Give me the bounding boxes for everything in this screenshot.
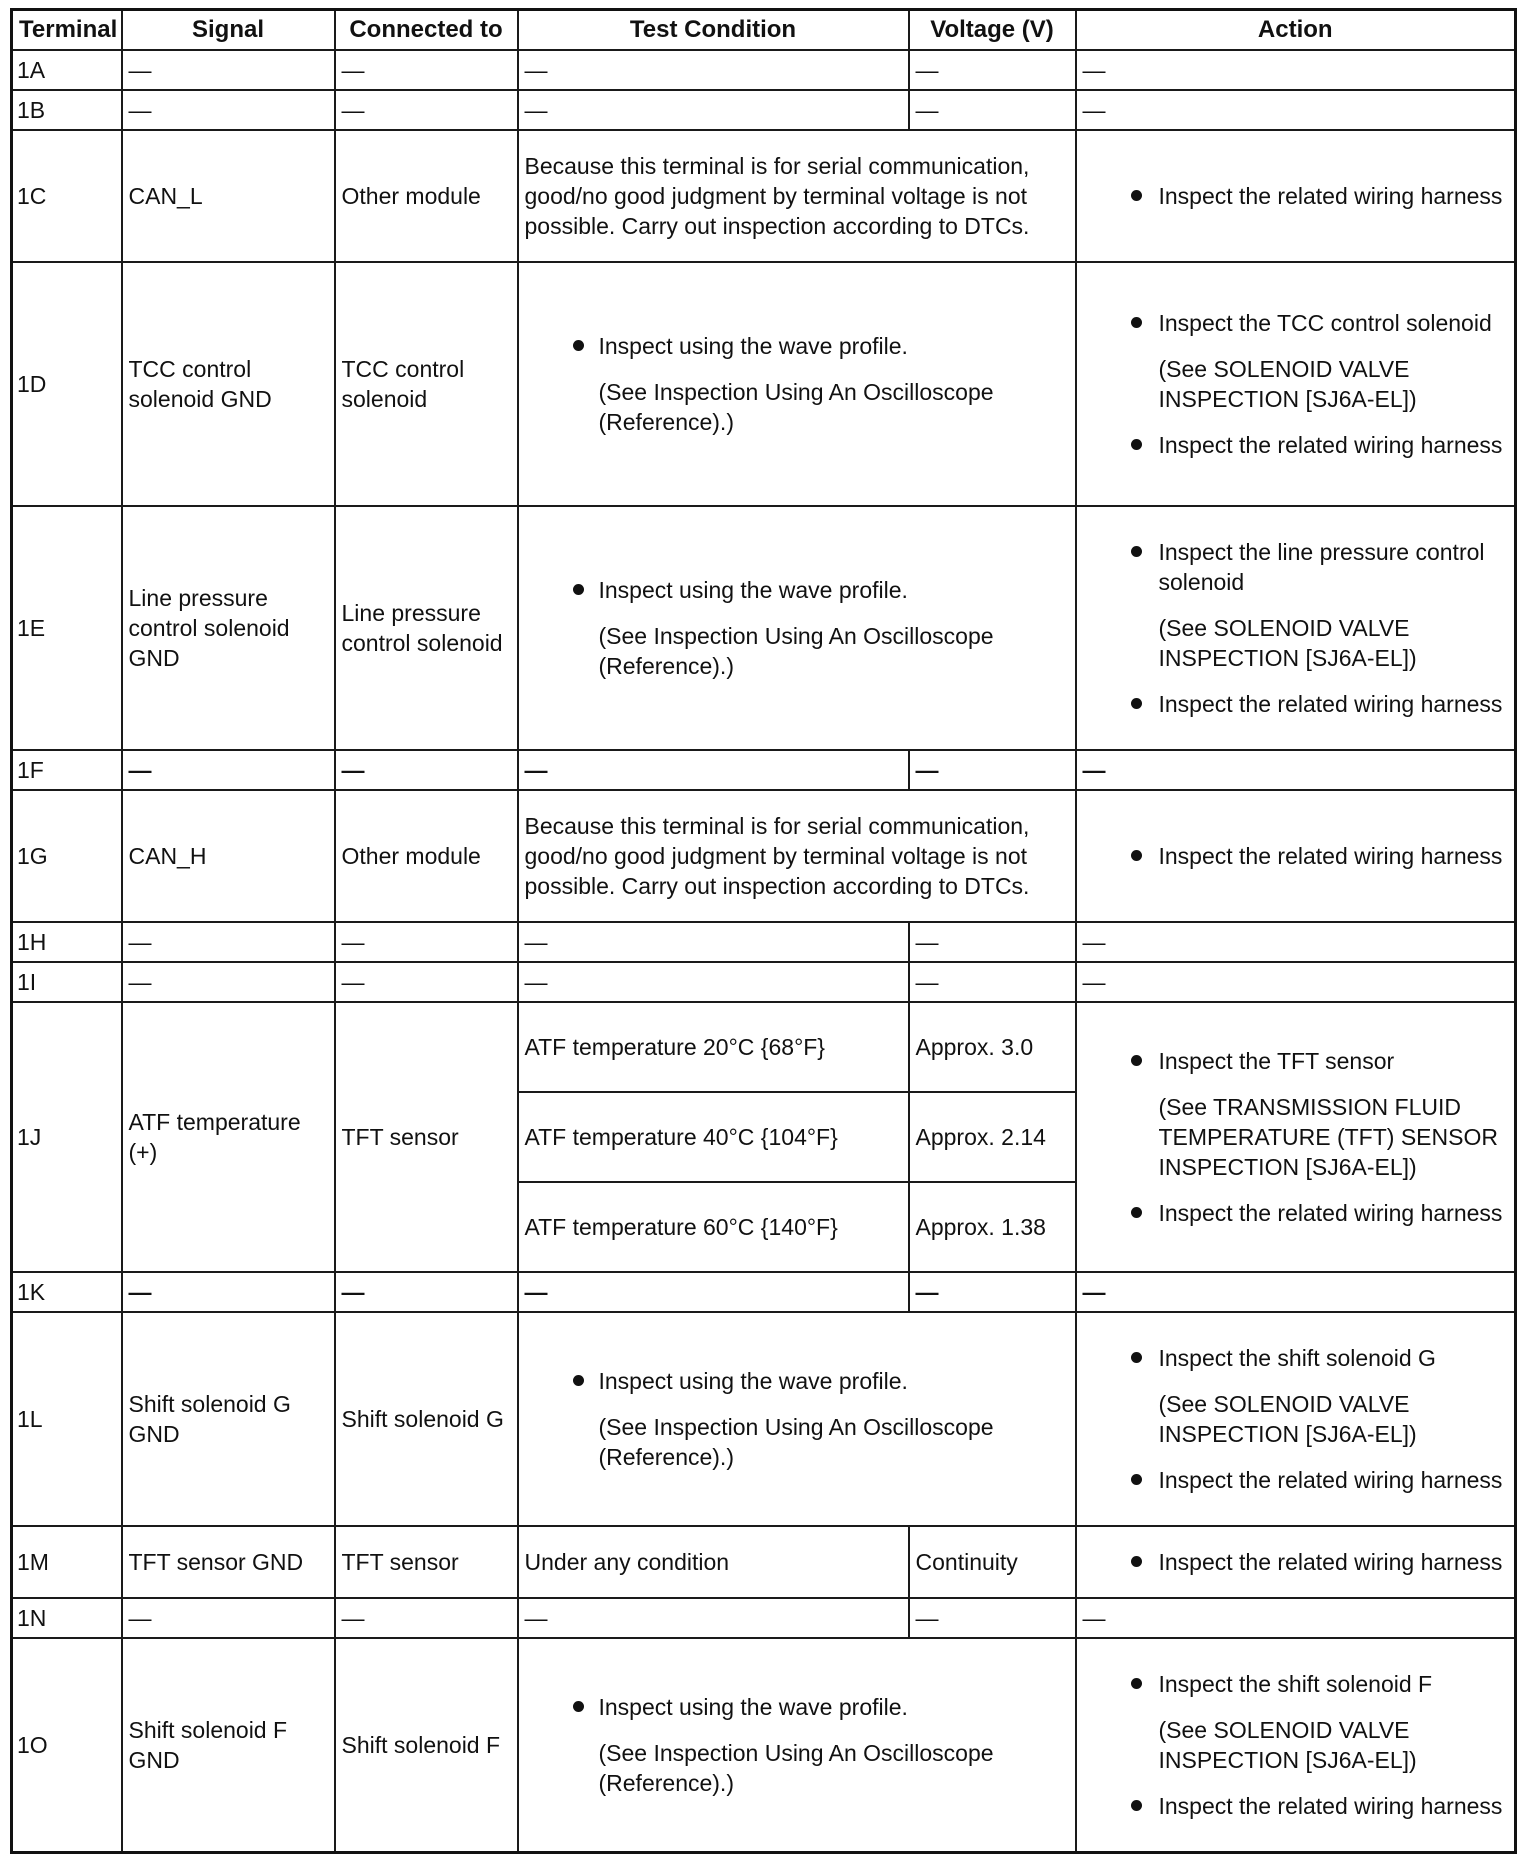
signal-cell: — bbox=[122, 962, 335, 1002]
action-item: Inspect the related wiring harness bbox=[1083, 1198, 1509, 1228]
signal-cell: Shift solenoid F GND bbox=[122, 1638, 335, 1852]
test-cell: Because this terminal is for serial communication, good/no good judgment by terminal voltage is not possible. Carry out inspection according to DTCs. bbox=[518, 130, 1076, 262]
signal-cell: — bbox=[122, 1598, 335, 1638]
test-cell bbox=[518, 506, 1076, 750]
voltage-cell: — bbox=[909, 750, 1076, 790]
test-cell: — bbox=[518, 90, 909, 130]
action-cell bbox=[1076, 1638, 1516, 1852]
test-cell bbox=[518, 1638, 1076, 1852]
connected-cell: — bbox=[335, 50, 518, 90]
action-item: Inspect the related wiring harness bbox=[1083, 1465, 1509, 1495]
action-item: Inspect the related wiring harness bbox=[1083, 1791, 1509, 1821]
table-row bbox=[12, 1638, 1516, 1852]
terminal-cell: 1H bbox=[12, 922, 122, 962]
action-cell bbox=[1076, 1312, 1516, 1526]
signal-cell: CAN_L bbox=[122, 130, 335, 262]
voltage-cell: — bbox=[909, 962, 1076, 1002]
terminal-cell: 1E bbox=[12, 506, 122, 750]
header-test-condition: Test Condition bbox=[518, 10, 909, 51]
header-row bbox=[12, 10, 1516, 51]
table-row bbox=[12, 262, 1516, 506]
action-cell bbox=[1076, 790, 1516, 922]
action-item: Inspect the shift solenoid G (See SOLENOID VALVE INSPECTION [SJ6A-EL]) bbox=[1083, 1343, 1509, 1449]
terminal-cell: 1I bbox=[12, 962, 122, 1002]
connected-cell: TFT sensor bbox=[335, 1526, 518, 1598]
header-connected-to: Connected to bbox=[335, 10, 518, 51]
connected-cell: — bbox=[335, 1272, 518, 1312]
signal-cell: — bbox=[122, 750, 335, 790]
terminal-cell: 1D bbox=[12, 262, 122, 506]
test-cell: — bbox=[518, 1272, 909, 1312]
signal-cell: ATF temperature (+) bbox=[122, 1002, 335, 1272]
voltage-cell: Approx. 2.14 bbox=[909, 1092, 1076, 1182]
terminal-cell: 1G bbox=[12, 790, 122, 922]
terminal-cell: 1B bbox=[12, 90, 122, 130]
table-row bbox=[12, 1272, 1516, 1312]
terminal-cell: 1C bbox=[12, 130, 122, 262]
test-cell: — bbox=[518, 750, 909, 790]
table-row bbox=[12, 922, 1516, 962]
header-signal: Signal bbox=[122, 10, 335, 51]
header-action: Action bbox=[1076, 10, 1516, 51]
voltage-cell: — bbox=[909, 1598, 1076, 1638]
table-row bbox=[12, 130, 1516, 262]
connected-cell: Other module bbox=[335, 790, 518, 922]
connected-cell: — bbox=[335, 922, 518, 962]
header-voltage: Voltage (V) bbox=[909, 10, 1076, 51]
test-cell: ATF temperature 40°C {104°F} bbox=[518, 1092, 909, 1182]
connected-cell: Shift solenoid F bbox=[335, 1638, 518, 1852]
connected-cell: Shift solenoid G bbox=[335, 1312, 518, 1526]
terminal-cell: 1O bbox=[12, 1638, 122, 1852]
action-item: Inspect the related wiring harness bbox=[1083, 689, 1509, 719]
voltage-cell: Continuity bbox=[909, 1526, 1076, 1598]
signal-cell: TCC control solenoid GND bbox=[122, 262, 335, 506]
action-item: Inspect the TFT sensor (See TRANSMISSION FLUID TEMPERATURE (TFT) SENSOR INSPECTION [SJ6A-EL]) bbox=[1083, 1046, 1509, 1182]
signal-cell: — bbox=[122, 1272, 335, 1312]
signal-cell: — bbox=[122, 922, 335, 962]
action-item: Inspect the related wiring harness bbox=[1083, 1547, 1509, 1577]
test-item: Inspect using the wave profile. (See Inspection Using An Oscilloscope (Reference).) bbox=[525, 575, 1069, 681]
action-item: Inspect the TCC control solenoid (See SOLENOID VALVE INSPECTION [SJ6A-EL]) bbox=[1083, 308, 1509, 414]
test-item: Inspect using the wave profile. (See Inspection Using An Oscilloscope (Reference).) bbox=[525, 1366, 1069, 1472]
voltage-cell: — bbox=[909, 50, 1076, 90]
terminal-cell: 1M bbox=[12, 1526, 122, 1598]
voltage-cell: — bbox=[909, 1272, 1076, 1312]
action-cell: — bbox=[1076, 50, 1516, 90]
voltage-cell: — bbox=[909, 922, 1076, 962]
voltage-cell: Approx. 3.0 bbox=[909, 1002, 1076, 1092]
signal-cell: — bbox=[122, 90, 335, 130]
action-item: Inspect the shift solenoid F (See SOLENOID VALVE INSPECTION [SJ6A-EL]) bbox=[1083, 1669, 1509, 1775]
action-item: Inspect the related wiring harness bbox=[1083, 841, 1509, 871]
table-row bbox=[12, 1312, 1516, 1526]
action-cell bbox=[1076, 262, 1516, 506]
action-cell: — bbox=[1076, 1272, 1516, 1312]
table-row bbox=[12, 790, 1516, 922]
signal-cell: TFT sensor GND bbox=[122, 1526, 335, 1598]
action-cell: — bbox=[1076, 962, 1516, 1002]
action-cell bbox=[1076, 130, 1516, 262]
action-item: Inspect the related wiring harness bbox=[1083, 181, 1509, 211]
connected-cell: — bbox=[335, 962, 518, 1002]
terminal-table bbox=[10, 8, 1517, 1854]
table-row bbox=[12, 962, 1516, 1002]
table-row bbox=[12, 750, 1516, 790]
action-cell: — bbox=[1076, 750, 1516, 790]
test-cell bbox=[518, 1312, 1076, 1526]
header-terminal: Terminal bbox=[12, 10, 122, 51]
connected-cell: TCC control solenoid bbox=[335, 262, 518, 506]
document-page bbox=[10, 8, 1514, 1854]
signal-cell: Shift solenoid G GND bbox=[122, 1312, 335, 1526]
test-cell: — bbox=[518, 962, 909, 1002]
connected-cell: Line pressure control solenoid bbox=[335, 506, 518, 750]
terminal-cell: 1F bbox=[12, 750, 122, 790]
action-cell bbox=[1076, 506, 1516, 750]
action-item: Inspect the related wiring harness bbox=[1083, 430, 1509, 460]
terminal-cell: 1N bbox=[12, 1598, 122, 1638]
test-cell: Because this terminal is for serial communication, good/no good judgment by terminal voltage is not possible. Carry out inspection according to DTCs. bbox=[518, 790, 1076, 922]
table-row bbox=[12, 1002, 1516, 1092]
action-cell: — bbox=[1076, 90, 1516, 130]
action-item: Inspect the line pressure control solenoid (See SOLENOID VALVE INSPECTION [SJ6A-EL]) bbox=[1083, 537, 1509, 673]
table-row bbox=[12, 506, 1516, 750]
table-row bbox=[12, 1598, 1516, 1638]
action-cell bbox=[1076, 1526, 1516, 1598]
terminal-cell: 1L bbox=[12, 1312, 122, 1526]
test-item: Inspect using the wave profile. (See Inspection Using An Oscilloscope (Reference).) bbox=[525, 1692, 1069, 1798]
connected-cell: Other module bbox=[335, 130, 518, 262]
test-cell: — bbox=[518, 922, 909, 962]
action-cell: — bbox=[1076, 1598, 1516, 1638]
test-item: Inspect using the wave profile. (See Inspection Using An Oscilloscope (Reference).) bbox=[525, 331, 1069, 437]
test-cell: — bbox=[518, 1598, 909, 1638]
terminal-cell: 1K bbox=[12, 1272, 122, 1312]
terminal-cell: 1J bbox=[12, 1002, 122, 1272]
action-cell bbox=[1076, 1002, 1516, 1272]
connected-cell: TFT sensor bbox=[335, 1002, 518, 1272]
test-cell: ATF temperature 60°C {140°F} bbox=[518, 1182, 909, 1272]
table-row bbox=[12, 1526, 1516, 1598]
connected-cell: — bbox=[335, 1598, 518, 1638]
voltage-cell: Approx. 1.38 bbox=[909, 1182, 1076, 1272]
connected-cell: — bbox=[335, 90, 518, 130]
connected-cell: — bbox=[335, 750, 518, 790]
table-row bbox=[12, 90, 1516, 130]
signal-cell: Line pressure control solenoid GND bbox=[122, 506, 335, 750]
test-cell: — bbox=[518, 50, 909, 90]
table-row bbox=[12, 50, 1516, 90]
voltage-cell: — bbox=[909, 90, 1076, 130]
test-cell: ATF temperature 20°C {68°F} bbox=[518, 1002, 909, 1092]
action-cell: — bbox=[1076, 922, 1516, 962]
test-cell: Under any condition bbox=[518, 1526, 909, 1598]
terminal-cell: 1A bbox=[12, 50, 122, 90]
test-cell bbox=[518, 262, 1076, 506]
signal-cell: CAN_H bbox=[122, 790, 335, 922]
signal-cell: — bbox=[122, 50, 335, 90]
